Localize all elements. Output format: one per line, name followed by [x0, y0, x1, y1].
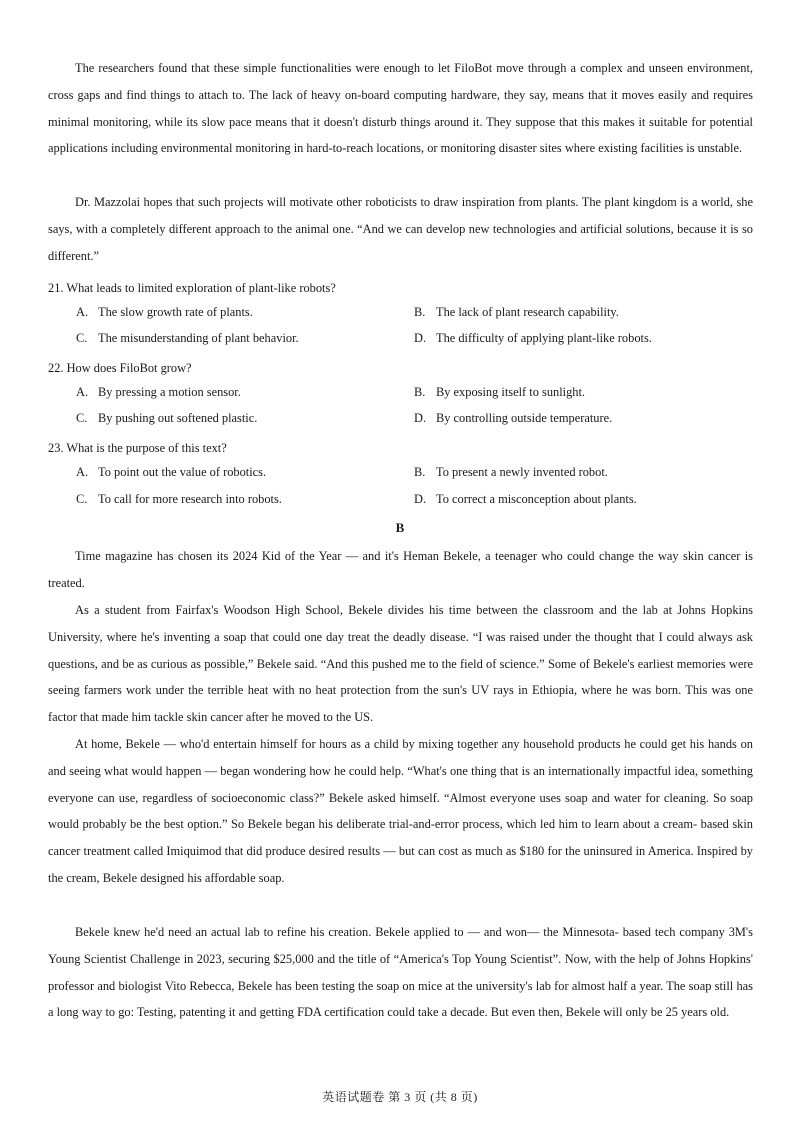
passage-a-paragraph-2: Dr. Mazzolai hopes that such projects will motivate other roboticists to draw inspiration from plants. The plant kingdom is a world, she says, with a completely different approach to the animal one. “And we can develop new technologies and artificial solutions, because it is so different.” [48, 195, 753, 263]
option-a[interactable] [76, 465, 266, 480]
question-number: 23. [48, 441, 64, 455]
passage-b-paragraph-3: At home, Bekele — who'd entertain himself for hours as a child by mixing together any household products he could get his hands on and seeing what would happen — began wondering how he could help. “What's one thing that is an internationally impactful idea, something everyone can use, regardless of socioeconomic class?” Bekele asked himself. “Almost everyone uses soap and water for cleaning. So soap would probably be the best option.” So Bekele began his deliberate trial-and-error process, which led him to learn about a cream- based skin cancer treatment called Imiquimod that did produce desired results — but can cost as much as $180 for the uninsured in America. Inspired by the cream, Bekele designed his affordable soap. [48, 737, 753, 885]
option-text: To correct a misconception about plants. [436, 492, 637, 506]
option-text: The misunderstanding of plant behavior. [98, 331, 299, 345]
option-c[interactable] [76, 492, 282, 507]
option-c[interactable] [76, 411, 257, 426]
option-text: By controlling outside temperature. [436, 411, 613, 425]
question-number: 22. [48, 361, 64, 375]
option-letter: D. [414, 331, 427, 345]
option-text: By exposing itself to sunlight. [436, 385, 586, 399]
option-text: By pushing out softened plastic. [98, 411, 258, 425]
option-a[interactable] [76, 305, 253, 320]
question-stem [48, 441, 227, 456]
option-text: The lack of plant research capability. [436, 305, 619, 319]
question-text: What is the purpose of this text? [66, 441, 227, 455]
option-text: The difficulty of applying plant-like robots. [436, 331, 652, 345]
option-letter: A. [76, 385, 89, 399]
option-letter: B. [414, 465, 426, 479]
option-letter: D. [414, 492, 427, 506]
option-b[interactable] [414, 305, 619, 320]
passage-b-paragraph-1: Time magazine has chosen its 2024 Kid of the Year — and it's Heman Bekele, a teenager who could change the way skin cancer is treated. [48, 549, 753, 590]
option-c[interactable] [76, 331, 299, 346]
passage-b-paragraph-2: As a student from Fairfax's Woodson High School, Bekele divides his time between the classroom and the lab at Johns Hopkins University, where he's inventing a soap that could one day treat the deadly disease. “I was raised under the thought that I could always ask questions, and be as curious as possible,” Bekele said. “And this pushed me to the field of science.” Some of Bekele's earliest memories were seeing farmers work under the terrible heat with no heat protection from the sun's UV rays in Ethiopia, where he was born. This was one factor that made him tackle skin cancer after he moved to the US. [48, 603, 753, 725]
option-b[interactable] [414, 385, 585, 400]
option-letter: B. [414, 385, 426, 399]
section-heading: B [395, 520, 405, 535]
option-letter: B. [414, 305, 426, 319]
option-text: By pressing a motion sensor. [98, 385, 241, 399]
question-number: 21. [48, 281, 64, 295]
option-d[interactable] [414, 331, 652, 346]
passage-a-paragraph-1: The researchers found that these simple functionalities were enough to let FiloBot move through a complex and unseen environment, cross gaps and find things to attach to. The lack of heavy on-board computing hardware, they say, means that it moves easily and requires minimal monitoring, while its slow pace means that it doesn't disturb things around it. They suppose that this makes it suitable for potential applications including environmental monitoring in hard-to-reach locations, or monitoring disaster sites where existing facilities is unstable. [48, 61, 753, 156]
option-text: The slow growth rate of plants. [98, 305, 253, 319]
option-letter: A. [76, 305, 89, 319]
option-text: To call for more research into robots. [98, 492, 282, 506]
question-text: What leads to limited exploration of plant-like robots? [66, 281, 336, 295]
page-footer: 英语试题卷 第 3 页 (共 8 页) [322, 1090, 478, 1104]
option-a[interactable] [76, 385, 241, 400]
option-letter: C. [76, 411, 88, 425]
option-letter: D. [414, 411, 427, 425]
option-d[interactable] [414, 492, 637, 507]
question-stem [48, 281, 336, 296]
option-letter: C. [76, 492, 88, 506]
question-text: How does FiloBot grow? [66, 361, 192, 375]
option-d[interactable] [414, 411, 612, 426]
option-text: To point out the value of robotics. [98, 465, 267, 479]
option-letter: A. [76, 465, 89, 479]
option-letter: C. [76, 331, 88, 345]
question-stem [48, 361, 192, 376]
passage-b-paragraph-4: Bekele knew he'd need an actual lab to refine his creation. Bekele applied to — and won— the Minnesota- based tech company 3M's Young Scientist Challenge in 2023, securing $25,000 and the title of “America's Top Young Scientist”. Now, with the help of Johns Hopkins' professor and biologist Vito Rebecca, Bekele has been testing the soap on mice at the university's lab for almost half a year. The soap still has a long way to go: Testing, patenting it and getting FDA certification could take a decade. But even then, Bekele will only be 25 years old. [48, 925, 753, 1020]
option-b[interactable] [414, 465, 608, 480]
option-text: To present a newly invented robot. [436, 465, 608, 479]
